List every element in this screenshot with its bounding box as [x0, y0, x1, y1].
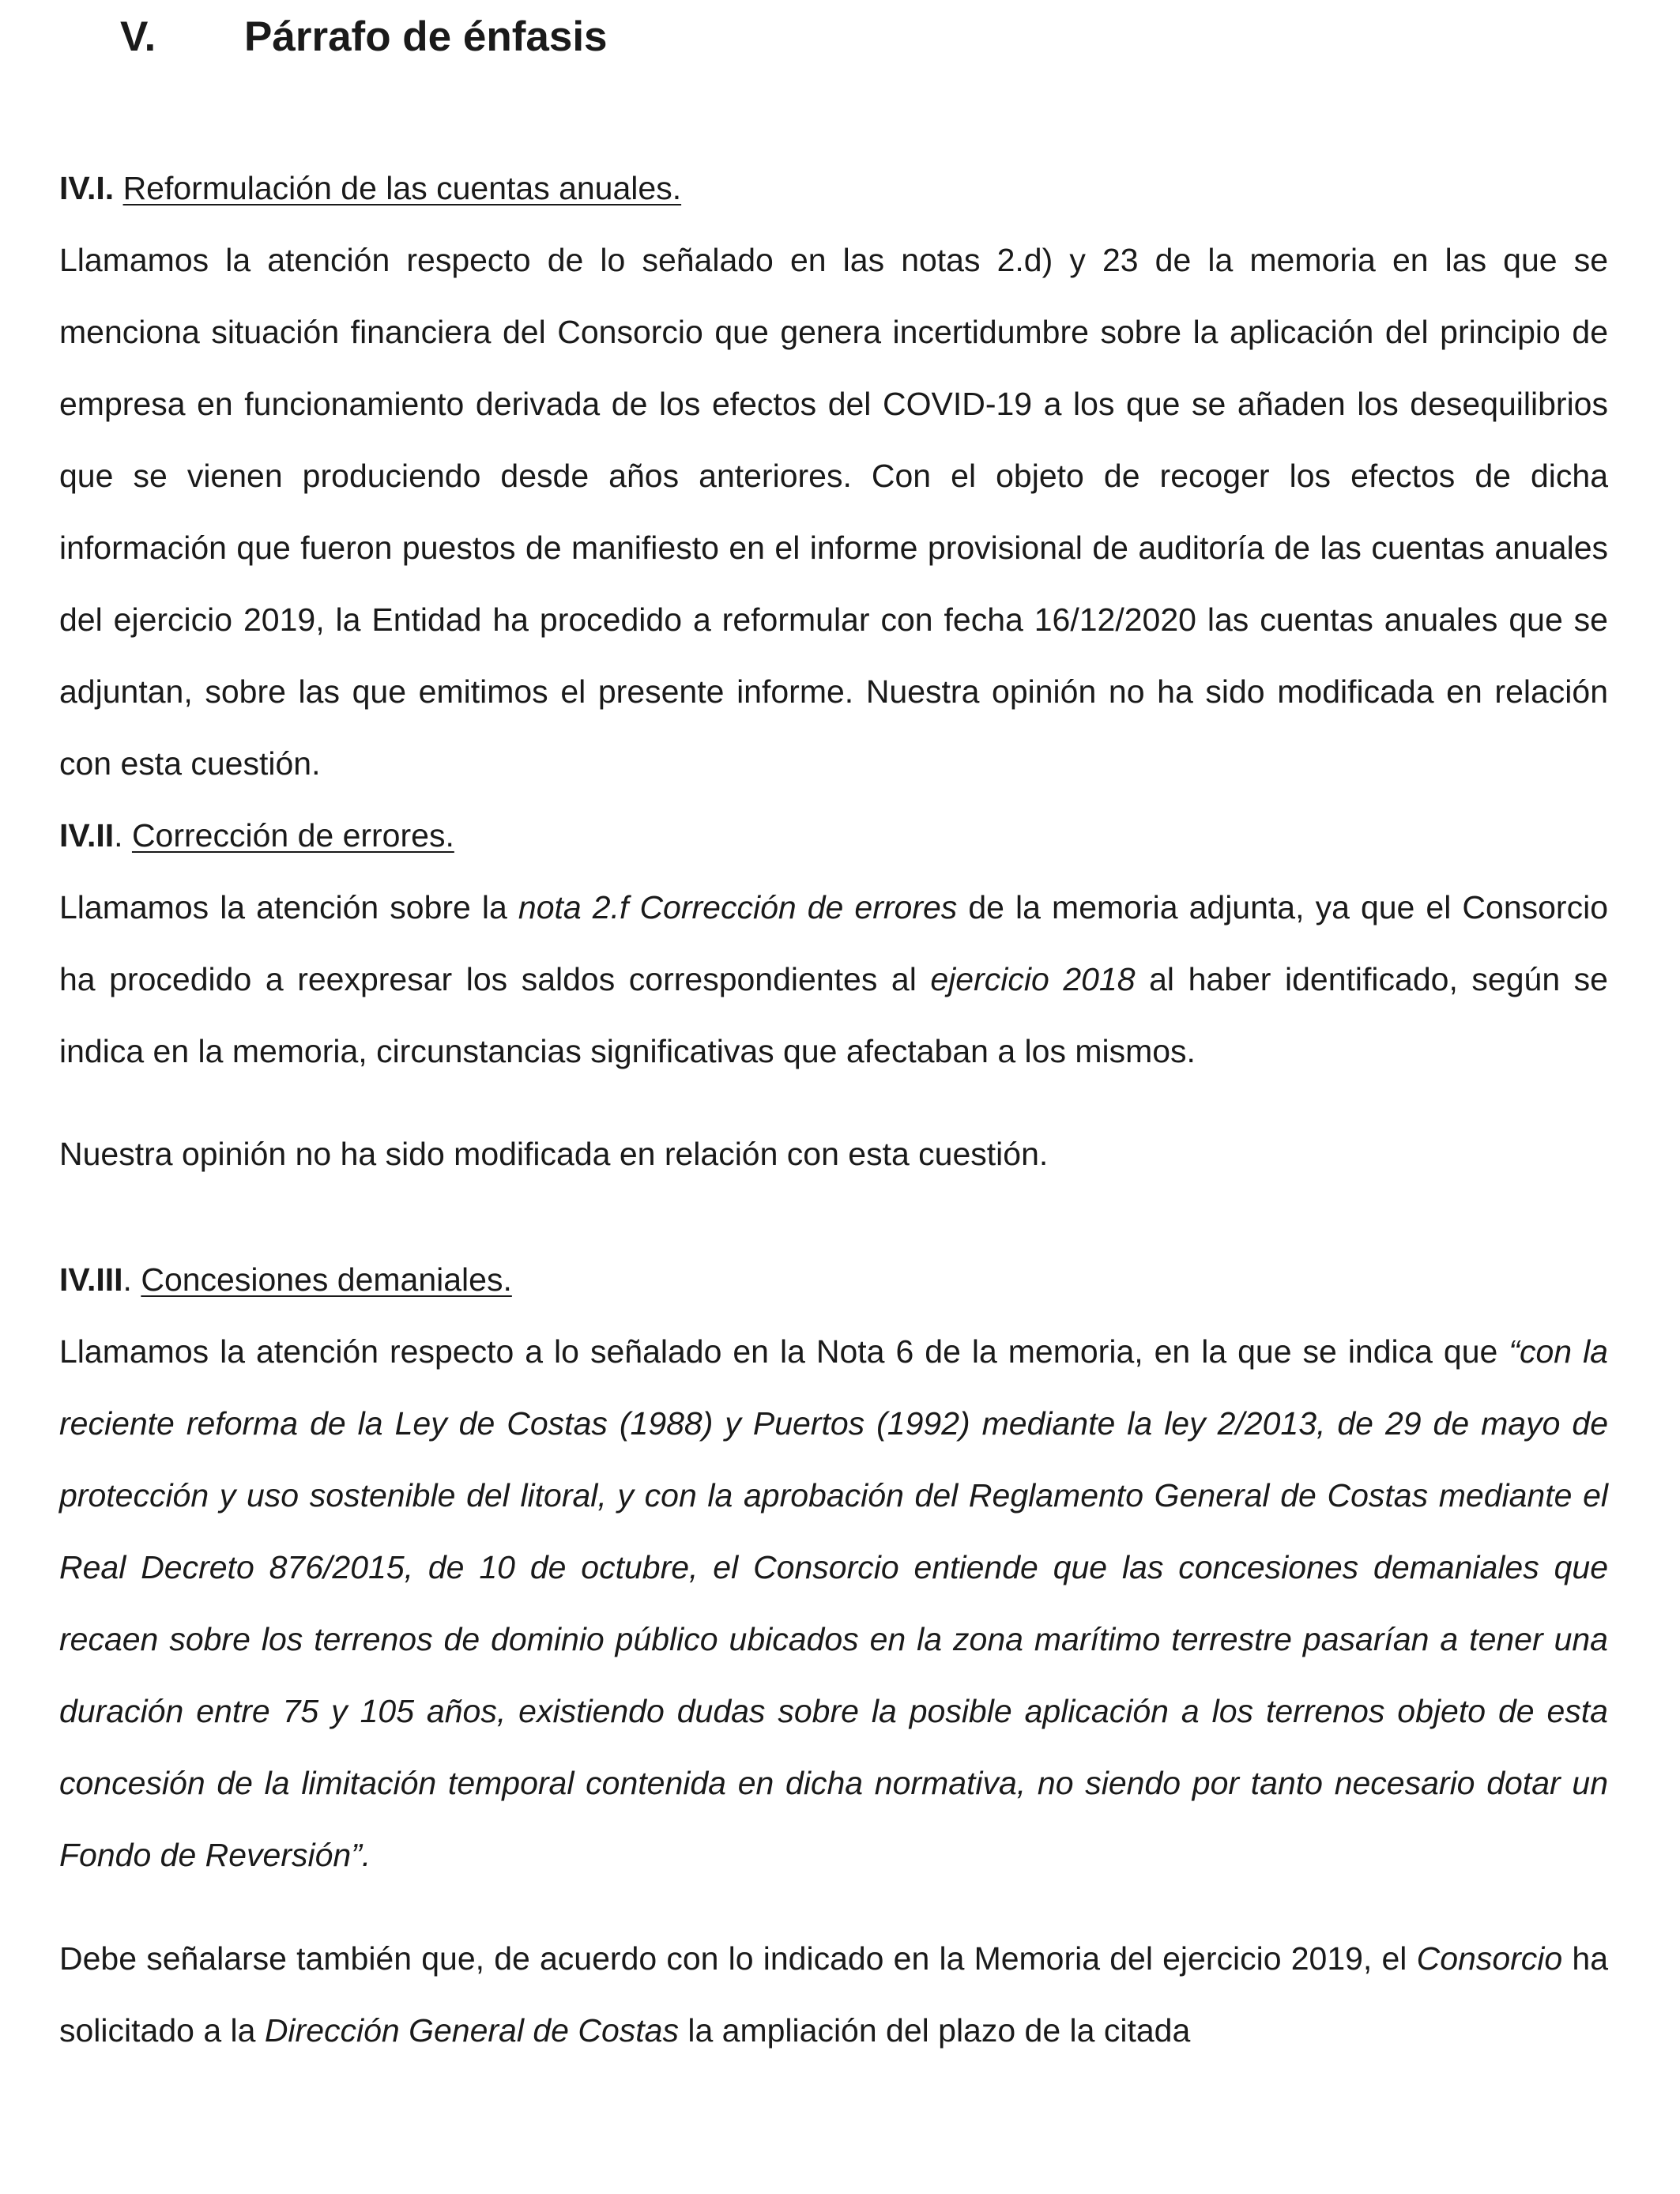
- paragraph-memoria-text-1: Debe señalarse también que, de acuerdo con lo indicado en la Memoria del ejercicio 2019, el: [59, 1940, 1417, 1977]
- paragraph-correccion: [59, 872, 1608, 1088]
- paragraph-memoria-text-3: la ampliación del plazo de la citada: [678, 2012, 1191, 2049]
- spacer: [59, 1088, 1608, 1132]
- paragraph-correccion-italic-2: ejercicio 2018: [930, 961, 1136, 997]
- paragraph-concesiones-intro: Llamamos la atención respecto a lo señalado en la Nota 6 de la memoria, en la que se indica que: [59, 1333, 1509, 1370]
- subsection-number-1: IV.I.: [59, 170, 115, 206]
- paragraph-opinion: Nuestra opinión no ha sido modificada en relación con esta cuestión.: [59, 1136, 1049, 1172]
- document-body: [59, 153, 1608, 2067]
- subsection-label-1: Reformulación de las cuentas anuales.: [122, 170, 682, 206]
- subsection-title-1: [59, 153, 1608, 224]
- paragraph-correccion-text-3: al haber identificado, según se indica en la memoria, circunstancias significativas que afectaban a los mismos.: [59, 961, 1608, 1069]
- paragraph-correccion-text-1: Llamamos la atención sobre la: [59, 889, 518, 925]
- paragraph-reformulacion: Llamamos la atención respecto de lo señalado en las notas 2.d) y 23 de la memoria en las que se menciona situación financiera del Consorcio que genera incertidumbre sobre la aplicación del principio de empresa en funcionamiento derivada de los efectos del COVID-19 a los que se añaden los desequilibrios que se vienen produciendo desde años anteriores. Con el objeto de recoger los efectos de dicha información que fueron puestos de manifiesto en el informe provisional de auditoría de las cuentas anuales del ejercicio 2019, la Entidad ha procedido a reformular con fecha 16/12/2020 las cuentas anuales que se adjuntan, sobre las que emitimos el presente informe. Nuestra opinión no ha sido modificada en relación con esta cuestión.: [59, 242, 1608, 782]
- subsection-title-2: IV.II. Corrección de errores.: [59, 817, 454, 854]
- paragraph-memoria-text-2: ha solicitado a la: [59, 1940, 1608, 2049]
- section-heading: [120, 13, 608, 61]
- subsection-label-2: Corrección de errores.: [131, 817, 454, 854]
- paragraph-concesiones-quote: “con la reciente reforma de la Ley de Costas (1988) y Puertos (1992) mediante la ley 2/2013, de 29 de mayo de protección y uso sostenible del litoral, y con la aprobación del Reglamento General de Costas mediante el Real Decreto 876/2015, de 10 de octubre, el Consorcio entiende que las concesiones demaniales que recaen sobre los terrenos de dominio público ubicados en la zona marítimo terrestre pasarían a tener una duración entre 75 y 105 años, existiendo dudas sobre la posible aplicación a los terrenos objeto de esta concesión de la limitación temporal contenida en dicha normativa, no siendo por tanto necesario dotar un Fondo de Reversión”.: [59, 1333, 1608, 1873]
- paragraph-concesiones: [59, 1316, 1608, 1891]
- spacer: [59, 1176, 1608, 1244]
- spacer: [59, 1891, 1608, 1923]
- paragraph-memoria: [59, 1923, 1608, 2067]
- section-heading-number: V.: [120, 13, 156, 60]
- paragraph-correccion-italic-1: nota 2.f Corrección de errores: [518, 889, 958, 925]
- subsection-label-3: Concesiones demaniales.: [141, 1261, 512, 1298]
- paragraph-memoria-italic-1: Consorcio: [1416, 1940, 1563, 1977]
- section-heading-title: Párrafo de énfasis: [244, 13, 608, 60]
- subsection-number-2: IV.II: [59, 817, 115, 854]
- paragraph-correccion-text-2: de la memoria adjunta, ya que el Consorcio ha procedido a reexpresar los saldos correspondientes al: [59, 889, 1608, 997]
- subsection-number-3: IV.III: [59, 1261, 123, 1298]
- subsection-title-3: IV.III. Concesiones demaniales.: [59, 1261, 512, 1298]
- paragraph-memoria-italic-2: Dirección General de Costas: [264, 2012, 679, 2049]
